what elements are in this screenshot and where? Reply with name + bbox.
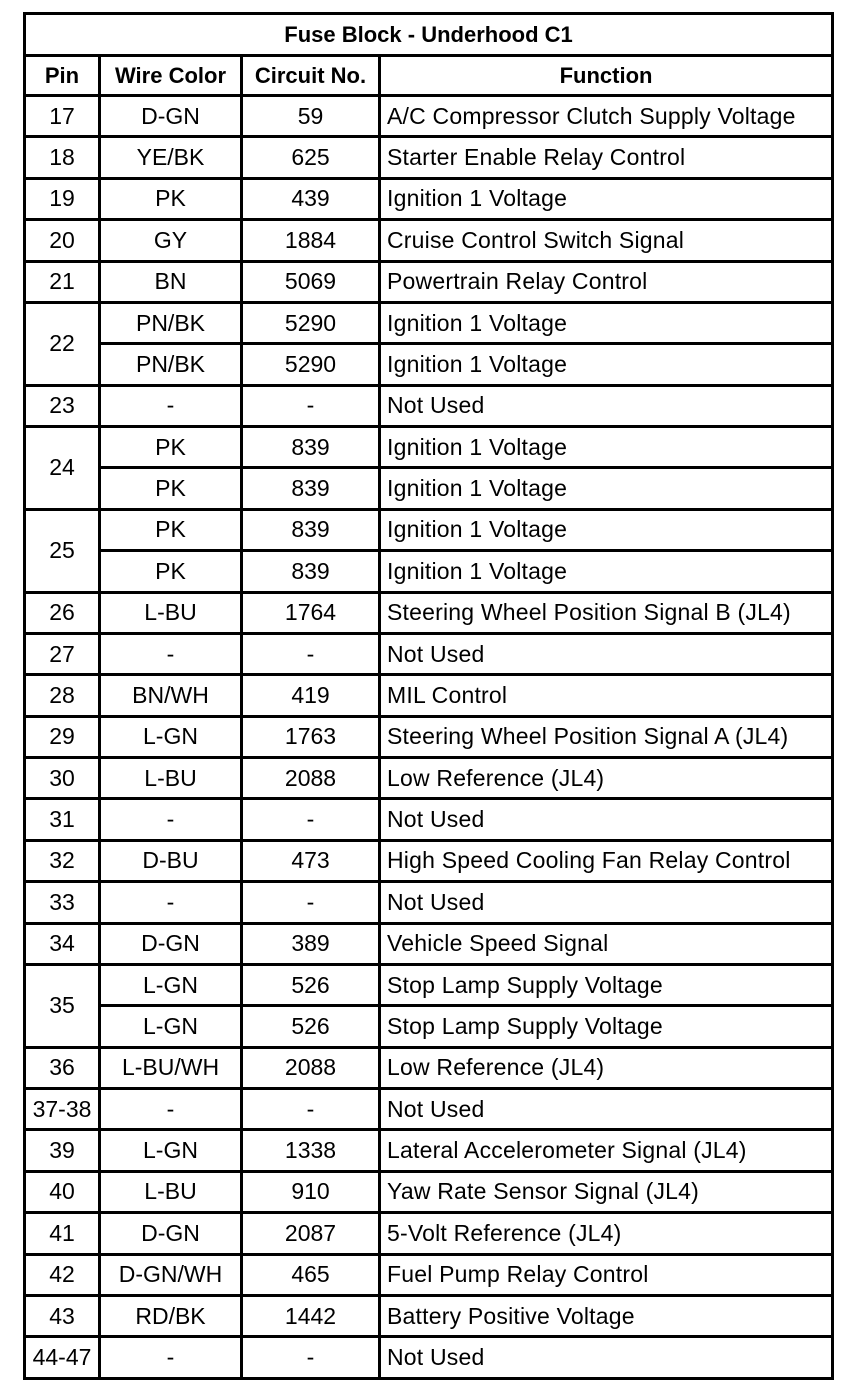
pin-cell: 44-47 [26,1338,101,1380]
wire-color-cell: D-GN [101,1214,243,1255]
table-row [26,1007,834,1048]
wire-color-cell: PK [101,552,243,593]
wire-color-cell: L-GN [101,1131,243,1172]
function-cell: Not Used [381,387,834,428]
wire-color-cell: BN/WH [101,676,243,717]
function-cell: High Speed Cooling Fan Relay Control [381,842,834,883]
pin-cell: 36 [26,1049,101,1090]
wire-color-cell: L-BU/WH [101,1049,243,1090]
function-cell: Stop Lamp Supply Voltage [381,1007,834,1048]
table-row [26,1173,834,1214]
wire-color-cell: L-BU [101,594,243,635]
pin-cell: 31 [26,800,101,841]
circuit-no-cell: - [243,635,381,676]
function-cell: Powertrain Relay Control [381,263,834,304]
circuit-no-cell: 5290 [243,304,381,345]
wire-color-cell: PN/BK [101,304,243,345]
table-row [26,1338,834,1380]
function-cell: Low Reference (JL4) [381,1049,834,1090]
circuit-no-cell: - [243,1338,381,1380]
circuit-no-cell: - [243,883,381,924]
connector-table [23,12,834,1380]
pin-cell: 30 [26,759,101,800]
circuit-no-cell: 839 [243,511,381,552]
table-row [26,263,834,304]
table-row [26,138,834,179]
table-row [26,428,834,469]
function-cell: Yaw Rate Sensor Signal (JL4) [381,1173,834,1214]
pin-cell: 26 [26,594,101,635]
table-row [26,1214,834,1255]
pin-cell: 29 [26,718,101,759]
pin-cell: 27 [26,635,101,676]
circuit-no-cell: 526 [243,1007,381,1048]
function-cell: Battery Positive Voltage [381,1297,834,1338]
table-row [26,345,834,386]
function-cell: Ignition 1 Voltage [381,304,834,345]
table-row [26,304,834,345]
header-function: Function [381,57,834,97]
wire-color-cell: - [101,800,243,841]
table-row [26,718,834,759]
pin-cell: 40 [26,1173,101,1214]
pin-cell: 33 [26,883,101,924]
circuit-no-cell: 473 [243,842,381,883]
function-cell: Not Used [381,800,834,841]
wire-color-cell: - [101,387,243,428]
pin-cell: 24 [26,428,101,511]
pin-cell: 43 [26,1297,101,1338]
function-cell: Not Used [381,883,834,924]
circuit-no-cell: 1884 [243,221,381,262]
function-cell: Ignition 1 Voltage [381,428,834,469]
function-cell: Ignition 1 Voltage [381,511,834,552]
connector-table-container [23,12,831,1380]
pin-cell: 20 [26,221,101,262]
circuit-no-cell: 1338 [243,1131,381,1172]
function-cell: Vehicle Speed Signal [381,925,834,966]
pin-cell: 41 [26,1214,101,1255]
pin-cell: 18 [26,138,101,179]
wire-color-cell: L-BU [101,1173,243,1214]
function-cell: A/C Compressor Clutch Supply Voltage [381,97,834,138]
function-cell: Steering Wheel Position Signal B (JL4) [381,594,834,635]
function-cell: Steering Wheel Position Signal A (JL4) [381,718,834,759]
table-row [26,635,834,676]
function-cell: Ignition 1 Voltage [381,469,834,510]
table-row [26,511,834,552]
wire-color-cell: PK [101,428,243,469]
table-row [26,387,834,428]
table-row [26,1297,834,1338]
header-pin: Pin [26,57,101,97]
pin-cell: 19 [26,180,101,221]
pin-cell: 39 [26,1131,101,1172]
circuit-no-cell: - [243,1090,381,1131]
table-row [26,759,834,800]
table-row [26,1131,834,1172]
circuit-no-cell: 839 [243,428,381,469]
wire-color-cell: D-GN [101,925,243,966]
circuit-no-cell: - [243,800,381,841]
pin-cell: 32 [26,842,101,883]
pin-cell: 37-38 [26,1090,101,1131]
circuit-no-cell: 839 [243,469,381,510]
circuit-no-cell: 439 [243,180,381,221]
circuit-no-cell: 59 [243,97,381,138]
table-row [26,594,834,635]
function-cell: Stop Lamp Supply Voltage [381,966,834,1007]
table-row [26,1256,834,1297]
function-cell: Starter Enable Relay Control [381,138,834,179]
function-cell: Cruise Control Switch Signal [381,221,834,262]
function-cell: Not Used [381,635,834,676]
wire-color-cell: PN/BK [101,345,243,386]
wire-color-cell: L-GN [101,718,243,759]
table-row [26,97,834,138]
circuit-no-cell: 419 [243,676,381,717]
wire-color-cell: L-BU [101,759,243,800]
table-row [26,469,834,510]
function-cell: Lateral Accelerometer Signal (JL4) [381,1131,834,1172]
pin-cell: 34 [26,925,101,966]
circuit-no-cell: 1442 [243,1297,381,1338]
wire-color-cell: D-BU [101,842,243,883]
table-row [26,883,834,924]
wire-color-cell: GY [101,221,243,262]
circuit-no-cell: 1763 [243,718,381,759]
table-row [26,1090,834,1131]
circuit-no-cell: 5069 [243,263,381,304]
circuit-no-cell: 465 [243,1256,381,1297]
pin-cell: 23 [26,387,101,428]
function-cell: Ignition 1 Voltage [381,552,834,593]
circuit-no-cell: 2088 [243,759,381,800]
function-cell: Not Used [381,1090,834,1131]
function-cell: 5-Volt Reference (JL4) [381,1214,834,1255]
wire-color-cell: PK [101,511,243,552]
table-row [26,966,834,1007]
pin-cell: 17 [26,97,101,138]
circuit-no-cell: 389 [243,925,381,966]
wire-color-cell: D-GN/WH [101,1256,243,1297]
header-row [26,57,834,97]
wire-color-cell: L-GN [101,1007,243,1048]
wire-color-cell: - [101,883,243,924]
table-row [26,676,834,717]
wire-color-cell: D-GN [101,97,243,138]
wire-color-cell: - [101,1338,243,1380]
pin-cell: 35 [26,966,101,1049]
pin-cell: 22 [26,304,101,387]
circuit-no-cell: 5290 [243,345,381,386]
table-title-row [26,15,834,57]
table-row [26,180,834,221]
function-cell: Not Used [381,1338,834,1380]
header-circuit-no: Circuit No. [243,57,381,97]
table-row [26,800,834,841]
circuit-no-cell: 910 [243,1173,381,1214]
pin-cell: 25 [26,511,101,594]
wire-color-cell: - [101,635,243,676]
function-cell: Fuel Pump Relay Control [381,1256,834,1297]
circuit-no-cell: 2088 [243,1049,381,1090]
table-title: Fuse Block - Underhood C1 [26,15,834,57]
circuit-no-cell: 1764 [243,594,381,635]
wire-color-cell: BN [101,263,243,304]
function-cell: Ignition 1 Voltage [381,345,834,386]
wire-color-cell: RD/BK [101,1297,243,1338]
circuit-no-cell: 625 [243,138,381,179]
pin-cell: 28 [26,676,101,717]
table-body [26,97,834,1380]
wire-color-cell: L-GN [101,966,243,1007]
circuit-no-cell: 839 [243,552,381,593]
function-cell: MIL Control [381,676,834,717]
circuit-no-cell: 2087 [243,1214,381,1255]
function-cell: Ignition 1 Voltage [381,180,834,221]
wire-color-cell: YE/BK [101,138,243,179]
circuit-no-cell: - [243,387,381,428]
table-row [26,221,834,262]
circuit-no-cell: 526 [243,966,381,1007]
function-cell: Low Reference (JL4) [381,759,834,800]
table-row [26,842,834,883]
pin-cell: 21 [26,263,101,304]
table-row [26,552,834,593]
pin-cell: 42 [26,1256,101,1297]
table-row [26,925,834,966]
wire-color-cell: PK [101,469,243,510]
wire-color-cell: PK [101,180,243,221]
wire-color-cell: - [101,1090,243,1131]
header-wire-color: Wire Color [101,57,243,97]
table-row [26,1049,834,1090]
